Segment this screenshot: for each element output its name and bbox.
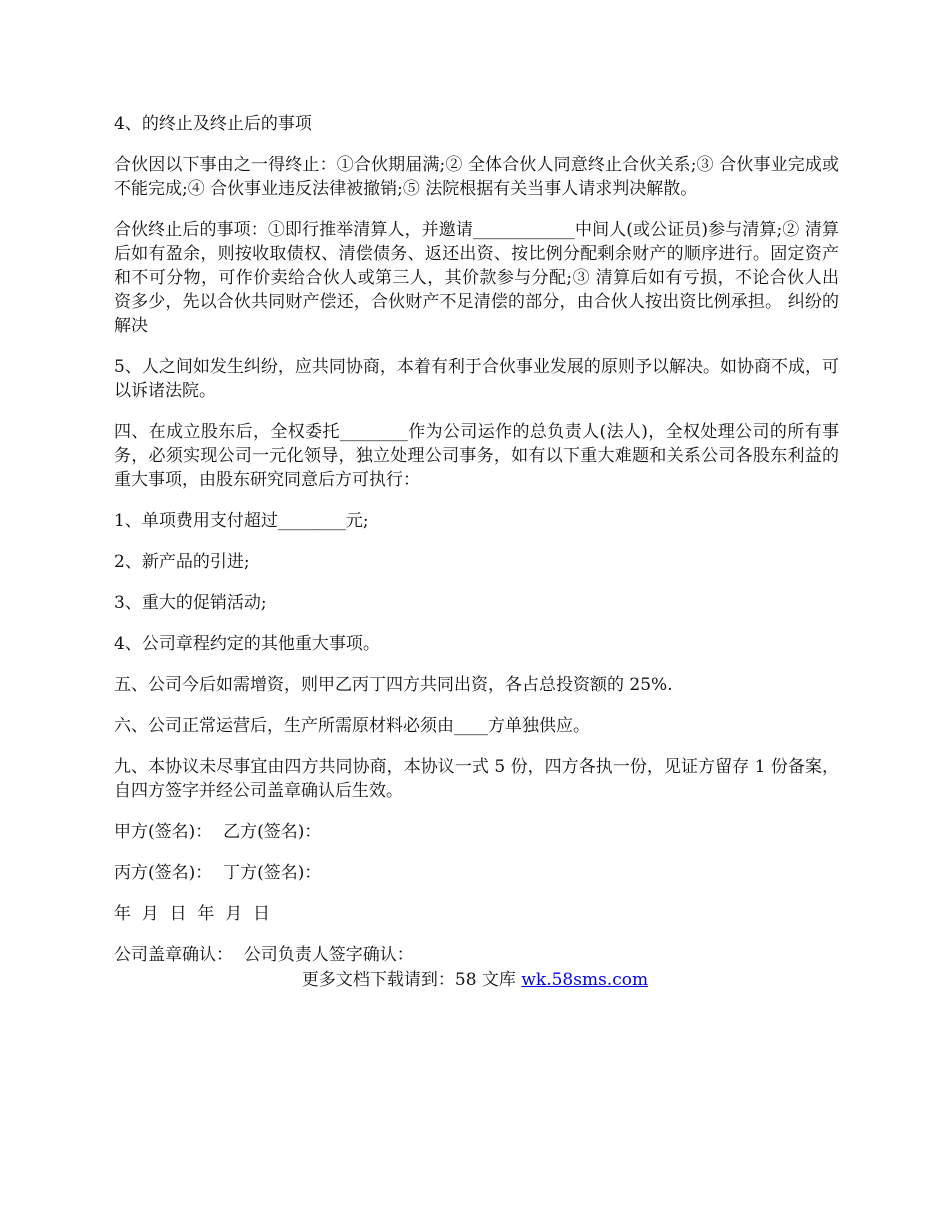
termination-reasons-paragraph: 合伙因以下事由之一得终止：①合伙期届满;② 全体合伙人同意终止合伙关系;③ 合伙事业完成或不能完成;④ 合伙事业违反法律被撤销;⑤ 法院根据有关当事人请求判决解散。 bbox=[114, 155, 839, 199]
clause-five-paragraph: 五、公司今后如需增资，则甲乙丙丁四方共同出资，各占总投资额的 25%. bbox=[114, 675, 673, 695]
document-body bbox=[114, 112, 839, 984]
list-item-expense-limit: 1、单项费用支付超过________元; bbox=[114, 511, 369, 531]
date-line: 年 月 日 年 月 日 bbox=[114, 904, 271, 924]
list-item-other-matters: 4、公司章程约定的其他重大事项。 bbox=[114, 634, 380, 654]
dispute-resolution-paragraph: 5、人之间如发生纠纷，应共同协商，本着有利于合伙事业发展的原则予以解决。如协商不成，可以诉诸法院。 bbox=[114, 357, 839, 401]
footer bbox=[0, 968, 950, 992]
list-item-promotions: 3、重大的促销活动; bbox=[114, 593, 267, 613]
signature-line-c-d: 丙方(签名)： 丁方(签名)： bbox=[114, 863, 322, 883]
footer-link[interactable]: wk.58sms.com bbox=[521, 970, 649, 990]
section-heading-termination: 4、的终止及终止后的事项 bbox=[114, 114, 312, 134]
footer-text: 更多文档下载请到：58 文库 bbox=[301, 970, 522, 990]
clause-four-paragraph: 四、在成立股东后，全权委托________作为公司运作的总负责人(法人)，全权处理公司的所有事务，必须实现公司一元化领导，独立处理公司事务，如有以下重大难题和关系公司各股东利益的重大事项，由股东研究同意后方可执行： bbox=[114, 422, 839, 490]
clause-six-paragraph: 六、公司正常运营后，生产所需原材料必须由____方单独供应。 bbox=[114, 716, 590, 736]
list-item-new-products: 2、新产品的引进; bbox=[114, 552, 250, 572]
clause-nine-paragraph: 九、本协议未尽事宜由四方共同协商，本协议一式 5 份，四方各执一份，见证方留存 1 份备案，自四方签字并经公司盖章确认后生效。 bbox=[114, 757, 839, 801]
post-termination-paragraph: 合伙终止后的事项：①即行推举清算人，并邀请____________中间人(或公证员)参与清算;② 清算后如有盈余，则按收取债权、清偿债务、返还出资、按比例分配剩余财产的顺序进行。固定资产和不可分物，可作价卖给合伙人或第三人，其价款参与分配;③ 清算后如有亏损，不论合伙人出资多少，先以合伙共同财产偿还，合伙财产不足清偿的部分，由合伙人按出资比例承担。 纠纷的解决 bbox=[114, 220, 839, 336]
company-confirmation-line: 公司盖章确认： 公司负责人签字确认： bbox=[114, 945, 414, 965]
signature-line-a-b: 甲方(签名)： 乙方(签名)： bbox=[114, 822, 322, 842]
